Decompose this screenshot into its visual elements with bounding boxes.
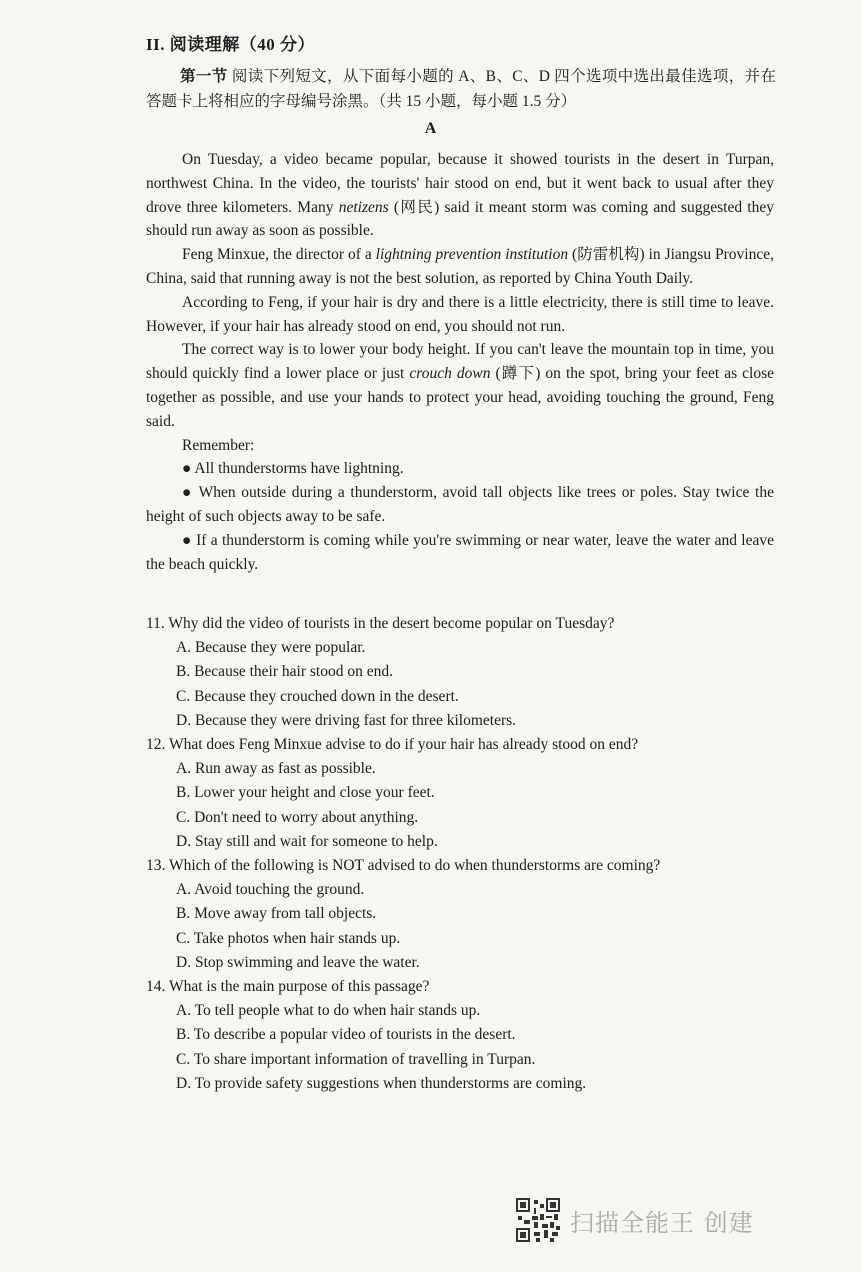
question-stem: 13. Which of the following is NOT advised to do when thunderstorms are coming? (146, 857, 661, 875)
option-c: C. Don't need to worry about anything. (176, 808, 419, 826)
instructions-text: 阅读下列短文，从下面每小题的 A、B、C、D 四个选项中选出最佳选项，并在答题卡上将相应的字母编号涂黑。（共 15 小题，每小题 1.5 分） (146, 68, 776, 110)
term-netizens: netizens (338, 198, 389, 216)
section-title: II. 阅读理解（40 分） (146, 35, 315, 54)
question-14 (146, 975, 776, 1096)
question-13 (146, 854, 776, 975)
passage-letter: A (424, 120, 437, 137)
qr-code-icon (516, 1198, 560, 1242)
term-crouch-down: crouch down (409, 365, 491, 383)
bullet-1: ● All thunderstorms have lightning. (182, 460, 404, 478)
option-a: A. Because they were popular. (176, 639, 366, 657)
option-a: A. To tell people what to do when hair stands up. (176, 1002, 481, 1020)
question-stem: 14. What is the main purpose of this passage? (146, 978, 430, 996)
option-a: A. Run away as fast as possible. (176, 760, 376, 778)
passage-paragraph-4: The correct way is to lower your body height. If you can't leave the mountain top in time, you should quickly find a lower place or just crouch down (蹲下) on the spot, bring your feet as close together as possible, and use your hands to protect your head, avoiding touching the ground, Feng said. (146, 341, 774, 430)
option-d: D. Stop swimming and leave the water. (176, 953, 420, 971)
questions (146, 612, 776, 1096)
question-11 (146, 612, 776, 733)
option-b: B. Because their hair stood on end. (176, 663, 393, 681)
option-c: C. Because they crouched down in the desert. (176, 687, 459, 705)
option-c: C. Take photos when hair stands up. (176, 929, 401, 947)
option-b: B. To describe a popular video of tourists in the desert. (176, 1026, 516, 1044)
question-stem: 11. Why did the video of tourists in the desert become popular on Tuesday? (146, 615, 615, 632)
remember-label: Remember: (182, 436, 255, 454)
bullet-3: ● If a thunderstorm is coming while you're swimming or near water, leave the water and leave the beach quickly. (146, 531, 774, 573)
passage-paragraph-3: According to Feng, if your hair is dry and there is a little electricity, there is still time to leave. However, if your hair has already stood on end, you should not run. (146, 293, 774, 335)
option-a: A. Avoid touching the ground. (176, 881, 365, 899)
term-lightning-prevention-institution: lightning prevention institution (375, 246, 569, 264)
instructions (146, 64, 776, 114)
question-12 (146, 733, 776, 854)
option-d: D. Because they were driving fast for three kilometers. (176, 711, 517, 729)
bullet-2: ● When outside during a thunderstorm, avoid tall objects like trees or poles. Stay twice the height of such objects away to be safe. (146, 484, 774, 525)
scanner-watermark (516, 1198, 754, 1242)
option-b: B. Move away from tall objects. (176, 905, 377, 923)
option-c: C. To share important information of travelling in Turpan. (176, 1050, 536, 1068)
option-d: D. To provide safety suggestions when thunderstorms are coming. (176, 1074, 587, 1092)
passage-paragraph-2: Feng Minxue, the director of a lightning prevention institution (防雷机构) in Jiangsu Province, China, said that running away is not the best solution, as reported by China Youth Daily. (146, 246, 774, 287)
option-b: B. Lower your height and close your feet. (176, 784, 435, 802)
passage (146, 148, 774, 576)
passage-paragraph-1: On Tuesday, a video became popular, because it showed tourists in the desert in Turpan, northwest China. In the video, the tourists' hair stood on end, but it went back to usual after they drove three kilometers. Many netizens (网民) said it meant storm was coming and suggested they should run away as soon as possible. (146, 151, 774, 240)
watermark-text: 扫描全能王 创建 (570, 1208, 754, 1237)
instructions-section-label: 第一节 (180, 68, 228, 85)
question-stem: 12. What does Feng Minxue advise to do if your hair has already stood on end? (146, 736, 639, 754)
option-d: D. Stay still and wait for someone to help. (176, 832, 438, 850)
